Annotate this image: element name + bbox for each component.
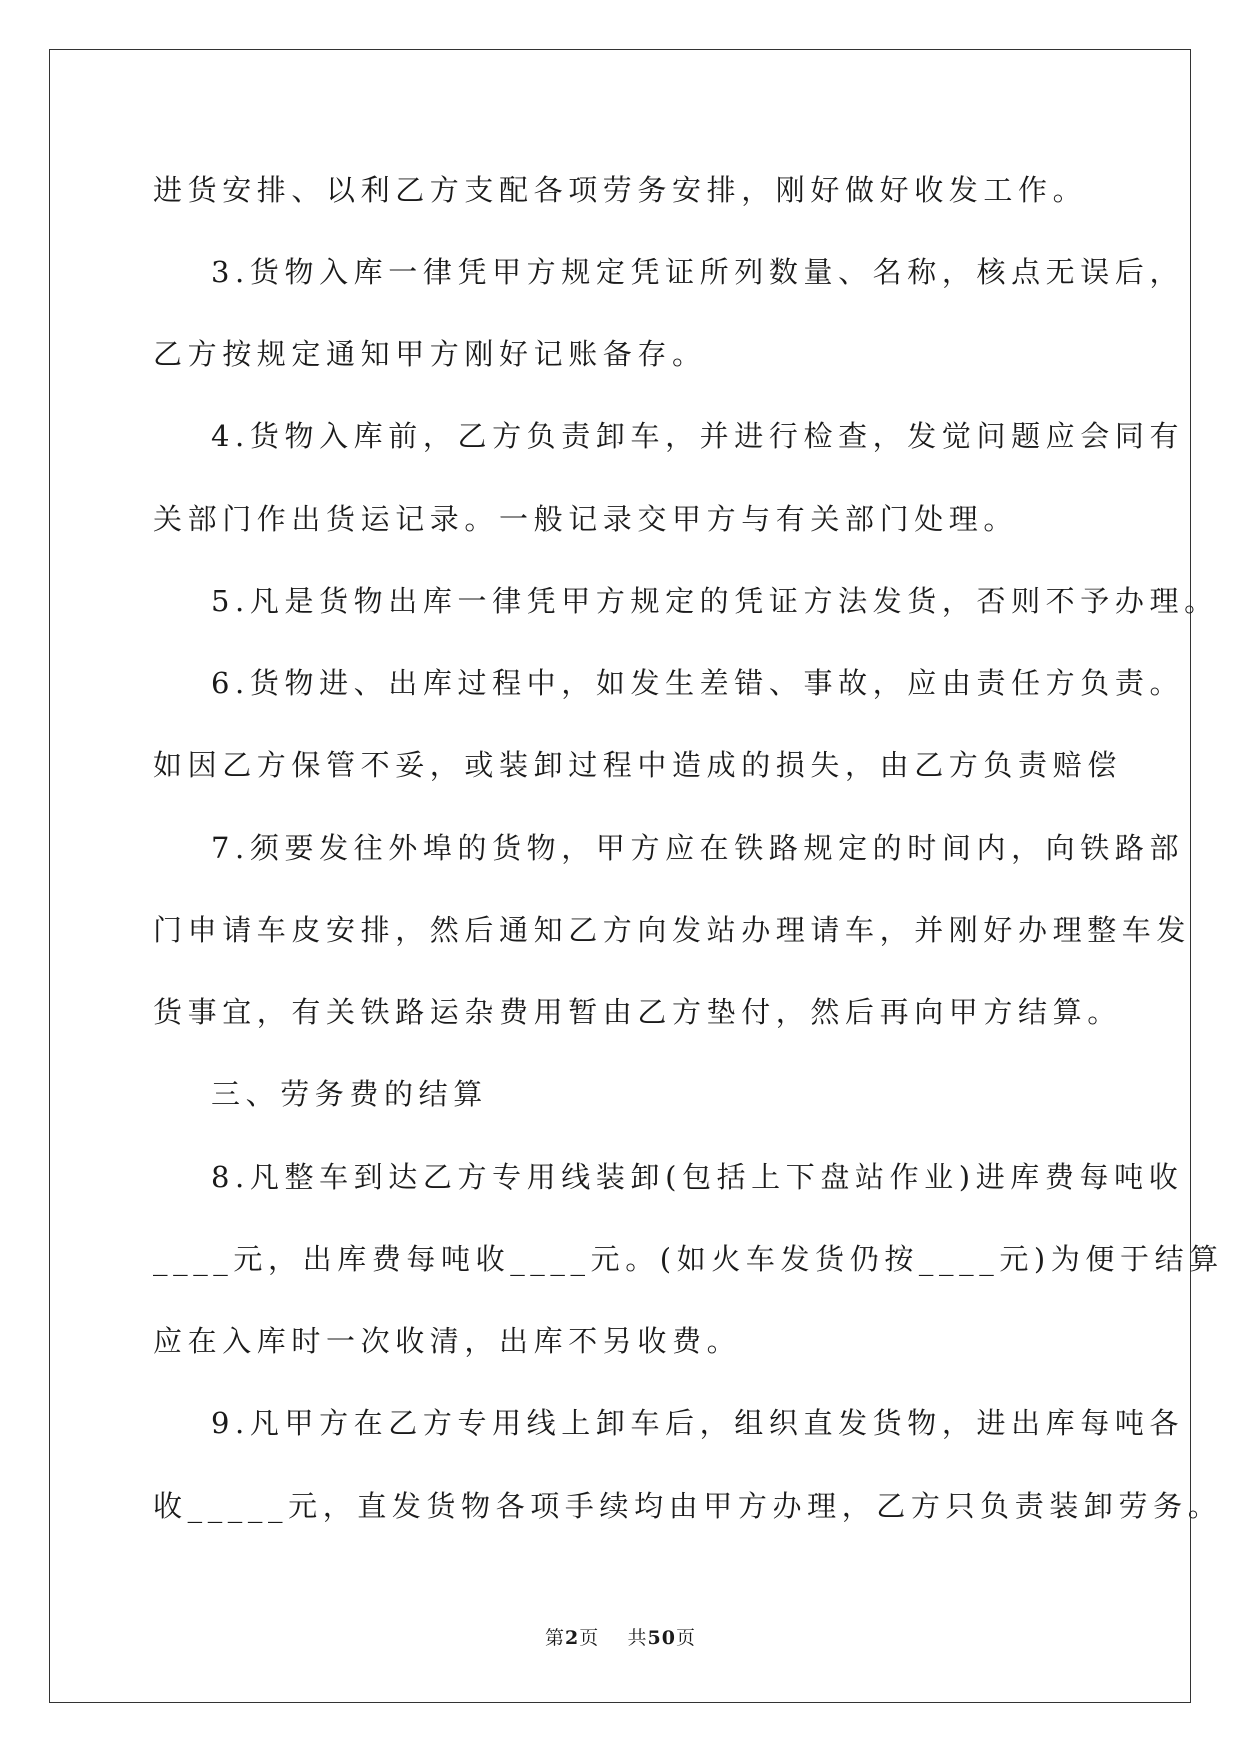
page-prefix: 第 bbox=[545, 1627, 566, 1649]
text-line: 收_____元，直发货物各项手续均由甲方办理，乙方只负责装卸劳务。 bbox=[153, 1489, 1223, 1523]
text-line: 应在入库时一次收清，出库不另收费。 bbox=[153, 1324, 742, 1358]
text-line: 9.凡甲方在乙方专用线上卸车后，组织直发货物，进出库每吨各 bbox=[211, 1406, 1185, 1440]
text-line: 关部门作出货运记录。一般记录交甲方与有关部门处理。 bbox=[153, 502, 1019, 536]
text-line: 3.货物入库一律凭甲方规定凭证所列数量、名称，核点无误后， bbox=[211, 255, 1185, 289]
text-line: 乙方按规定通知甲方刚好记账备存。 bbox=[153, 337, 707, 371]
current-page-number: 2 bbox=[565, 1627, 580, 1649]
text-line: 进货安排、以利乙方支配各项劳务安排，刚好做好收发工作。 bbox=[153, 173, 1088, 207]
text-line: 8.凡整车到达乙方专用线装卸(包括上下盘站作业)进库费每吨收 bbox=[211, 1160, 1184, 1194]
page-border bbox=[49, 49, 1191, 1703]
text-line: 门申请车皮安排，然后通知乙方向发站办理请车，并刚好办理整车发 bbox=[153, 913, 1192, 947]
text-line: 5.凡是货物出库一律凭甲方规定的凭证方法发货，否则不予办理。 bbox=[211, 584, 1219, 618]
text-line: 货事宜，有关铁路运杂费用暂由乙方垫付，然后再向甲方结算。 bbox=[153, 995, 1122, 1029]
total-page-count: 50 bbox=[647, 1627, 676, 1649]
section-heading: 三、劳务费的结算 bbox=[211, 1077, 488, 1111]
text-line: 4.货物入库前，乙方负责卸车，并进行检查，发觉问题应会同有 bbox=[211, 419, 1185, 453]
text-line: 6.货物进、出库过程中，如发生差错、事故，应由责任方负责。 bbox=[211, 666, 1185, 700]
total-prefix: 共 bbox=[627, 1627, 648, 1649]
total-suffix: 页 bbox=[675, 1627, 696, 1649]
text-line: 如因乙方保管不妥，或装卸过程中造成的损失，由乙方负责赔偿 bbox=[153, 748, 1122, 782]
text-line: ____元，出库费每吨收____元。(如火车发货仍按____元)为便于结算 bbox=[153, 1242, 1224, 1276]
text-line: 7.须要发往外埠的货物，甲方应在铁路规定的时间内，向铁路部 bbox=[211, 831, 1185, 865]
page-footer bbox=[0, 1626, 1241, 1650]
page-suffix: 页 bbox=[579, 1627, 600, 1649]
